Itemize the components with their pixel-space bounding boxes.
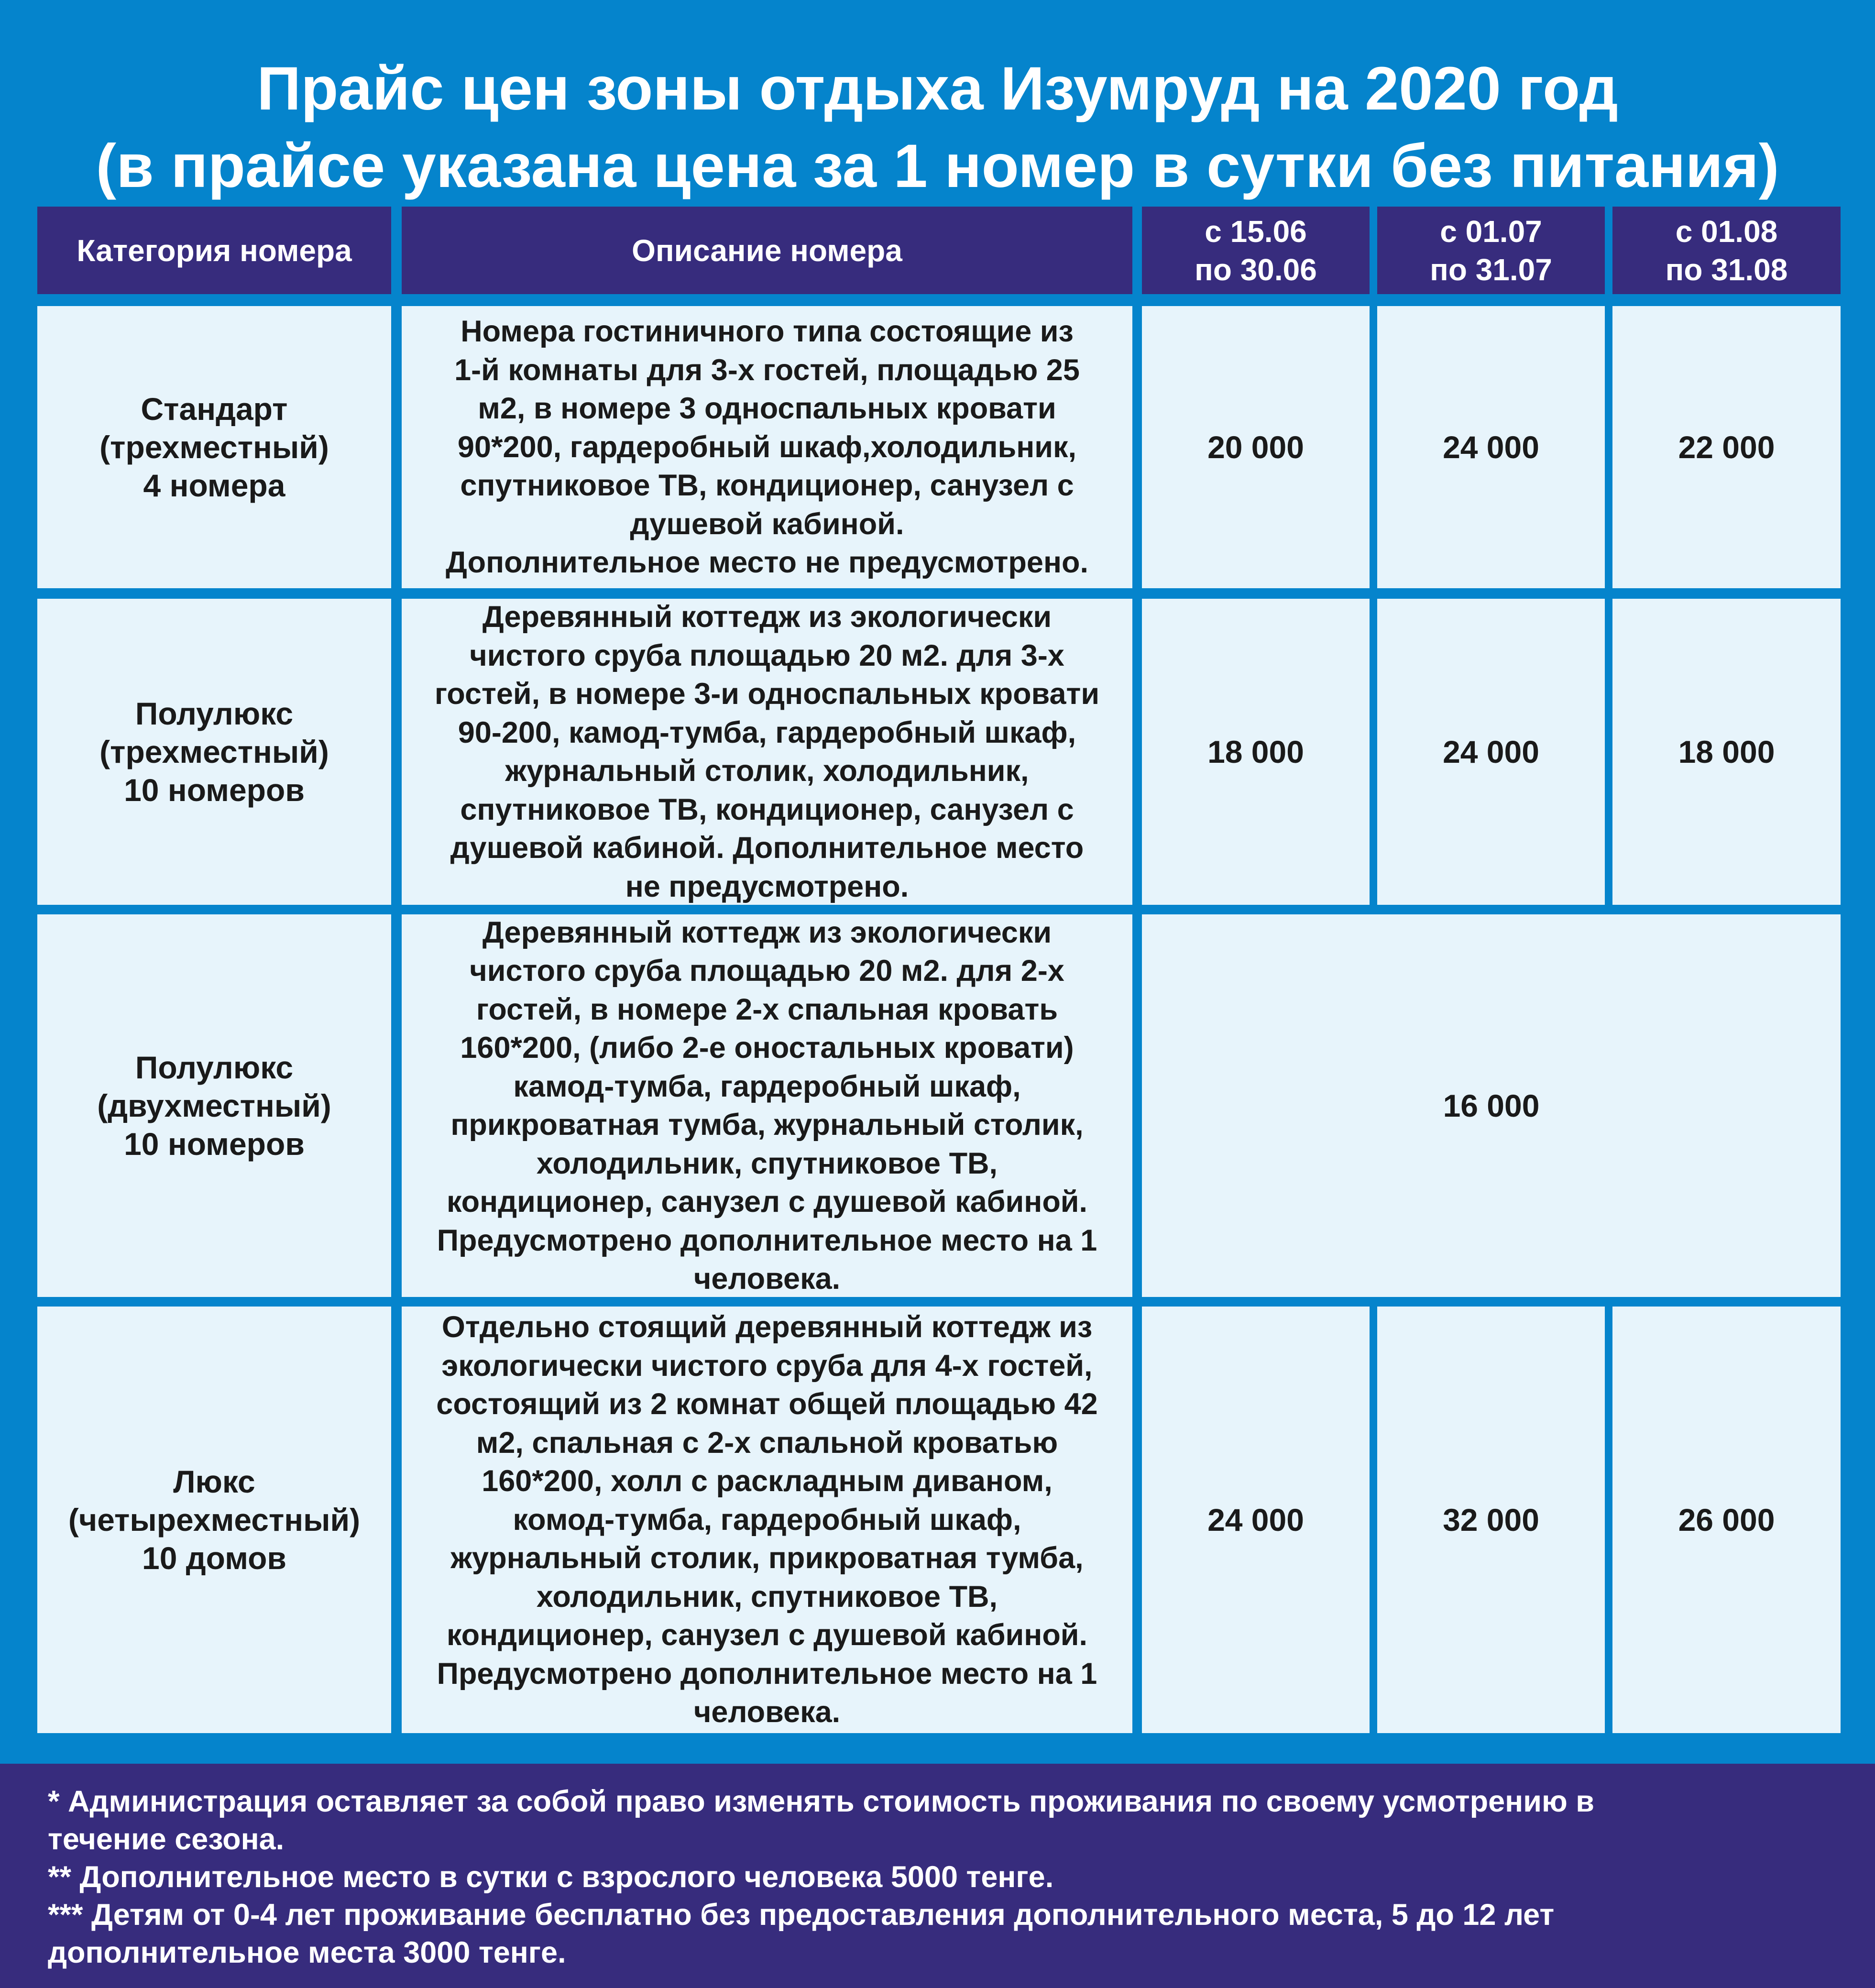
category-capacity: (трехместный) — [99, 429, 329, 465]
description-line: 160*200, холл с раскладным диваном, — [482, 1464, 1053, 1498]
table-row-2-price-3 — [1612, 599, 1841, 905]
header-period-2-to: по 31.07 — [1430, 252, 1552, 287]
price-value: 22 000 — [1678, 429, 1775, 465]
table-row-1-price-1 — [1142, 306, 1370, 588]
category-capacity: (двухместный) — [97, 1088, 331, 1123]
description-line: журнальный столик, прикроватная тумба, — [450, 1541, 1084, 1575]
description-line: не предусмотрено. — [625, 869, 909, 903]
description-line: гостей, в номере 3-и односпальных кровати — [434, 677, 1100, 711]
description-line: прикроватная тумба, журнальный столик, — [450, 1108, 1084, 1142]
category-count: 10 домов — [142, 1540, 286, 1576]
description-line: Дополнительное место не предусмотрено. — [445, 546, 1088, 580]
table-row-1-category — [37, 306, 391, 588]
category-count: 10 номеров — [124, 772, 305, 808]
footnote-line: *** Детям от 0-4 лет проживание бесплатно без предоставления дополнительного места, 5 до 12 лет — [48, 1898, 1555, 1932]
description-line: чистого сруба площадью 20 м2. для 2-х — [470, 954, 1064, 988]
table-row-1-description — [402, 306, 1132, 588]
description-line: экологически чистого сруба для 4-х гостей, — [441, 1349, 1093, 1383]
category-name: Стандарт — [141, 391, 288, 427]
description-line: 90-200, камод-тумба, гардеробный шкаф, — [458, 715, 1076, 749]
header-description — [402, 207, 1132, 294]
table-row-2-category — [37, 599, 391, 905]
description-line: душевой кабиной. Дополнительное место — [450, 831, 1084, 865]
header-category-label: Категория номера — [77, 233, 352, 268]
description-line: спутниковое ТВ, кондиционер, санузел с — [460, 792, 1074, 826]
description-line: Деревянный коттедж из экологически — [482, 915, 1052, 949]
footnote-line: дополнительное места 3000 тенге. — [48, 1936, 566, 1969]
description-line: Предусмотрено дополнительное место на 1 — [437, 1657, 1097, 1691]
table-row-1-price-2 — [1377, 306, 1605, 588]
description-line: кондиционер, санузел с душевой кабиной. — [446, 1618, 1088, 1652]
category-capacity: (четырехместный) — [68, 1502, 361, 1538]
description-line: кондиционер, санузел с душевой кабиной. — [446, 1185, 1088, 1219]
description-line: 160*200, (либо 2-е оностальных кровати) — [460, 1031, 1074, 1065]
description-line: человека. — [693, 1695, 841, 1729]
description-line: состоящий из 2 комнат общей площадью 42 — [436, 1387, 1098, 1421]
description-line: м2, спальная с 2-х спальной кроватью — [476, 1426, 1058, 1460]
category-name: Люкс — [173, 1464, 255, 1499]
description-line: Отдельно стоящий деревянный коттедж из — [441, 1310, 1093, 1344]
price-value: 24 000 — [1207, 1502, 1304, 1538]
description-line: гостей, в номере 2-х спальная кровать — [476, 992, 1058, 1026]
title-line-2: (в прайсе указана цена за 1 номер в сутки без питания) — [96, 132, 1779, 200]
header-period-3 — [1612, 207, 1841, 294]
header-category — [37, 207, 391, 294]
description-line: холодильник, спутниковое ТВ, — [536, 1146, 998, 1180]
table-row-4-price-1 — [1142, 1307, 1370, 1733]
description-line: душевой кабиной. — [630, 507, 904, 541]
description-line: камод-тумба, гардеробный шкаф, — [513, 1069, 1021, 1103]
header-period-1 — [1142, 207, 1370, 294]
price-value: 18 000 — [1207, 734, 1304, 769]
header-period-3-to: по 31.08 — [1665, 252, 1788, 287]
page-title — [0, 50, 1875, 205]
description-line: 90*200, гардеробный шкаф,холодильник, — [457, 430, 1077, 464]
price-value: 18 000 — [1678, 734, 1775, 769]
category-capacity: (трехместный) — [99, 734, 329, 769]
table-row-4-category — [37, 1307, 391, 1733]
table-row-3-category — [37, 914, 391, 1297]
description-line: м2, в номере 3 односпальных кровати — [478, 392, 1056, 426]
table-row-2-price-2 — [1377, 599, 1605, 905]
header-period-2 — [1377, 207, 1605, 294]
description-line: Деревянный коттедж из экологически — [482, 600, 1052, 634]
description-line: чистого сруба площадью 20 м2. для 3-х — [470, 638, 1064, 672]
price-value: 26 000 — [1678, 1502, 1775, 1538]
table-row-4-description — [402, 1307, 1132, 1733]
category-name: Полулюкс — [135, 696, 294, 731]
table-row-2-description — [402, 599, 1132, 905]
price-value: 24 000 — [1443, 734, 1539, 769]
table-row-3-description — [402, 914, 1132, 1297]
footnote-line: * Администрация оставляет за собой право изменять стоимость проживания по своему усмотрению в — [48, 1785, 1594, 1818]
description-line: комод-тумба, гардеробный шкаф, — [513, 1503, 1021, 1537]
footnote-line: течение сезона. — [48, 1823, 285, 1856]
description-line: холодильник, спутниковое ТВ, — [536, 1580, 998, 1614]
title-line-1: Прайс цен зоны отдыха Изумруд на 2020 год — [257, 55, 1618, 123]
footnote-line: ** Дополнительное место в сутки с взрослого человека 5000 тенге. — [48, 1860, 1054, 1894]
header-description-label: Описание номера — [632, 233, 902, 268]
table-row-1-price-3 — [1612, 306, 1841, 588]
category-count: 10 номеров — [124, 1126, 305, 1162]
description-line: Номера гостиничного типа состоящие из — [461, 315, 1074, 349]
table-row-4-price-3 — [1612, 1307, 1841, 1733]
category-count: 4 номера — [143, 468, 285, 503]
price-value: 20 000 — [1207, 429, 1304, 465]
price-value: 32 000 — [1443, 1502, 1539, 1538]
table-row-2-price-1 — [1142, 599, 1370, 905]
description-line: спутниковое ТВ, кондиционер, санузел с — [460, 469, 1074, 503]
description-line: 1-й комнаты для 3-х гостей, площадью 25 — [454, 353, 1080, 387]
header-period-3-from: с 01.08 — [1675, 214, 1778, 249]
price-value: 16 000 — [1443, 1088, 1540, 1123]
table-row-3-price-all-periods — [1142, 914, 1841, 1297]
footer-notes — [0, 1764, 1875, 1988]
header-period-1-to: по 30.06 — [1195, 252, 1317, 287]
header-period-1-from: с 15.06 — [1205, 214, 1307, 249]
header-period-2-from: с 01.07 — [1440, 214, 1542, 249]
description-line: Предусмотрено дополнительное место на 1 — [437, 1223, 1097, 1257]
table-row-4-price-2 — [1377, 1307, 1605, 1733]
price-value: 24 000 — [1443, 429, 1539, 465]
description-line: человека. — [693, 1262, 841, 1296]
description-line: журнальный столик, холодильник, — [505, 754, 1029, 788]
category-name: Полулюкс — [135, 1050, 294, 1085]
